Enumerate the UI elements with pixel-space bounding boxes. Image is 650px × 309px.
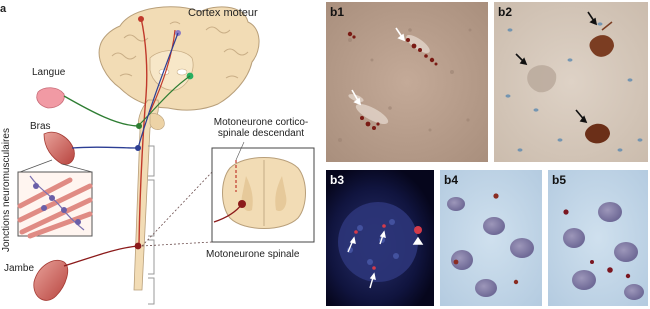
panel-b5 [548, 170, 648, 306]
tongue [37, 88, 65, 108]
spinal-motor-neuron-dot [135, 243, 142, 250]
panel-b3-label: b3 [330, 173, 345, 187]
junction-inset [18, 172, 92, 236]
upper-motor-neuron-label: Motoneurone cortico-spinale descendant [213, 117, 309, 139]
segment-brackets [148, 146, 154, 304]
cross-section-inset [212, 148, 314, 242]
leg-muscle [34, 260, 68, 300]
panel-b1 [326, 2, 488, 162]
panel-b3 [326, 170, 434, 306]
panel-b4-label: b4 [444, 173, 459, 187]
leg-label: Jambe [4, 263, 35, 274]
panel-a-letter: a [0, 3, 7, 15]
panel-b5-label: b5 [552, 173, 567, 187]
spinal-motor-neuron-label: Motoneurone spinale [206, 249, 300, 260]
cortex-label: Cortex moteur [188, 7, 258, 19]
panel-b2 [494, 2, 648, 162]
arm-muscle [44, 132, 74, 164]
tongue-label: Langue [32, 67, 66, 78]
panel-b1-label: b1 [330, 5, 345, 19]
cortex-neuron-red [138, 16, 144, 22]
panel-b4 [440, 170, 542, 306]
panel-b2-label: b2 [498, 5, 513, 19]
junctions-label: Jonctions neuromusculaires [1, 128, 12, 252]
arm-label: Bras [30, 121, 51, 132]
